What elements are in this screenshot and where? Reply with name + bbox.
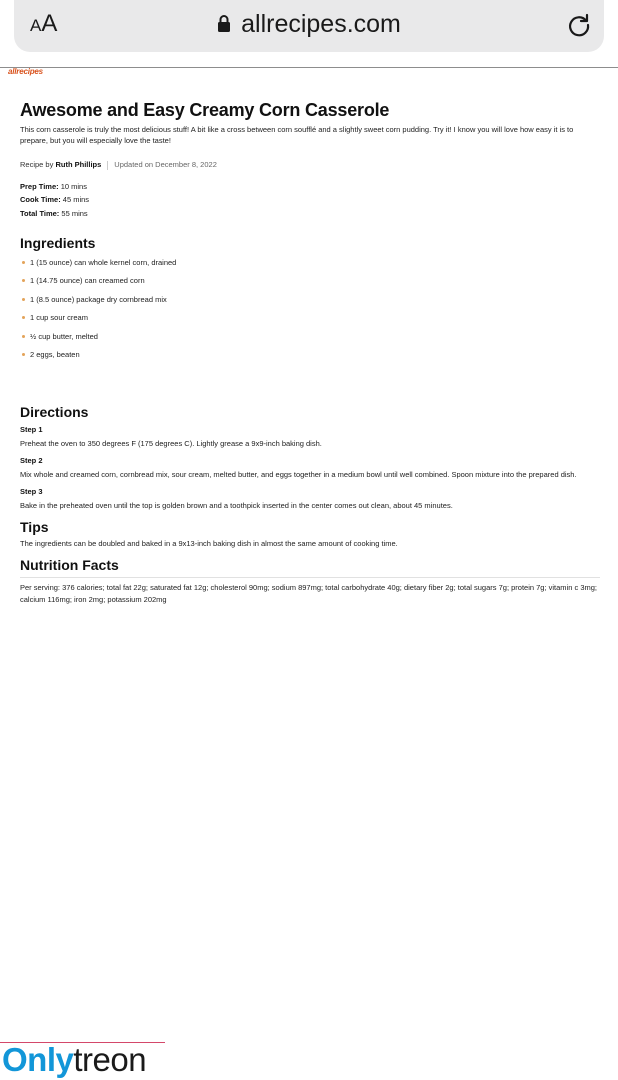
list-item bbox=[20, 276, 600, 294]
ingredients-list bbox=[20, 258, 600, 368]
address-bar[interactable] bbox=[14, 0, 604, 52]
reload-icon[interactable] bbox=[566, 12, 592, 43]
ingredients-heading: Ingredients bbox=[20, 235, 96, 252]
cook-time-value: 45 mins bbox=[62, 195, 90, 205]
tips-heading: Tips bbox=[20, 519, 49, 536]
lock-icon bbox=[217, 11, 231, 40]
url-display[interactable] bbox=[14, 10, 604, 40]
step-1-text: Preheat the oven to 350 degrees F (175 degrees C). Lightly grease a 9x9-inch baking dish. bbox=[20, 439, 322, 449]
author-link[interactable]: Ruth Phillips bbox=[55, 160, 102, 169]
watermark-logo bbox=[2, 1040, 146, 1080]
step-2-label: Step 2 bbox=[20, 456, 43, 466]
bullet-icon bbox=[22, 316, 25, 319]
prep-time bbox=[20, 180, 600, 194]
list-item bbox=[20, 313, 600, 331]
recipe-title: Awesome and Easy Creamy Corn Casserole bbox=[20, 100, 390, 120]
bullet-icon bbox=[22, 353, 25, 356]
watermark-part1: Only bbox=[2, 1041, 74, 1078]
updated-date: Updated on December 8, 2022 bbox=[114, 160, 217, 169]
ingredient-text: 1 (14.75 ounce) can creamed corn bbox=[30, 276, 145, 286]
prep-time-value: 10 mins bbox=[60, 181, 87, 191]
list-item bbox=[20, 350, 600, 368]
recipe-description: This corn casserole is truly the most delicious stuff! A bit like a cross between corn soufflé and a slightly sweet corn pudding. Try it! I know you will love how easy it is to prepare, but you will especially love the taste! bbox=[20, 125, 574, 145]
ingredient-text: ½ cup butter, melted bbox=[30, 331, 98, 341]
bullet-icon bbox=[22, 279, 25, 282]
byline-prefix: Recipe by bbox=[20, 160, 54, 169]
step-2-text: Mix whole and creamed corn, cornbread mix, sour cream, melted butter, and eggs together in a medium bowl until well combined. Spoon mixture into the prepared dish. bbox=[20, 470, 577, 480]
bullet-icon bbox=[22, 335, 25, 338]
total-time bbox=[20, 207, 600, 221]
bullet-icon bbox=[22, 261, 25, 264]
ingredient-text: 1 (8.5 ounce) package dry cornbread mix bbox=[30, 294, 167, 304]
nutrition-heading: Nutrition Facts bbox=[20, 557, 119, 574]
byline-divider bbox=[107, 161, 108, 170]
cook-time-label: Cook Time: bbox=[20, 195, 61, 205]
list-item bbox=[20, 295, 600, 313]
nutrition-text: Per serving: 376 calories; total fat 22g; saturated fat 12g; cholesterol 90mg; sodium 897mg; total carbohydrate 40g; dietary fiber 2g; total sugars 7g; protein 7g; vitamin c 3mg; calcium 116mg; iron 2mg; potassium 202mg bbox=[20, 583, 597, 605]
list-item bbox=[20, 332, 600, 350]
ingredient-text: 1 cup sour cream bbox=[30, 313, 88, 323]
directions-heading: Directions bbox=[20, 404, 89, 421]
bullet-icon bbox=[22, 298, 25, 301]
toolbar-divider bbox=[0, 67, 618, 68]
step-1-label: Step 1 bbox=[20, 425, 43, 435]
watermark-part2: treon bbox=[73, 1041, 147, 1078]
list-item bbox=[20, 258, 600, 276]
recipe-times bbox=[20, 180, 600, 221]
step-3-text: Bake in the preheated oven until the top is golden brown and a toothpick inserted in the center comes out clean, about 45 minutes. bbox=[20, 501, 453, 511]
cook-time bbox=[20, 193, 600, 207]
domain-text: allrecipes.com bbox=[241, 10, 401, 38]
prep-time-label: Prep Time: bbox=[20, 181, 59, 191]
total-time-value: 55 mins bbox=[61, 208, 88, 218]
tips-text: The ingredients can be doubled and baked in a 9x13-inch baking dish in almost the same amount of cooking time. bbox=[20, 539, 398, 549]
step-3-label: Step 3 bbox=[20, 487, 43, 497]
recipe-content bbox=[20, 100, 600, 606]
ingredient-text: 1 (15 ounce) can whole kernel corn, drained bbox=[30, 258, 177, 268]
ingredient-text: 2 eggs, beaten bbox=[30, 349, 80, 359]
nutrition-divider bbox=[20, 577, 600, 578]
text-size-large-label: A bbox=[41, 10, 58, 37]
site-logo[interactable]: allrecipes bbox=[8, 67, 43, 76]
byline bbox=[20, 160, 600, 170]
text-size-small-label: A bbox=[30, 16, 42, 35]
total-time-label: Total Time: bbox=[20, 208, 60, 218]
